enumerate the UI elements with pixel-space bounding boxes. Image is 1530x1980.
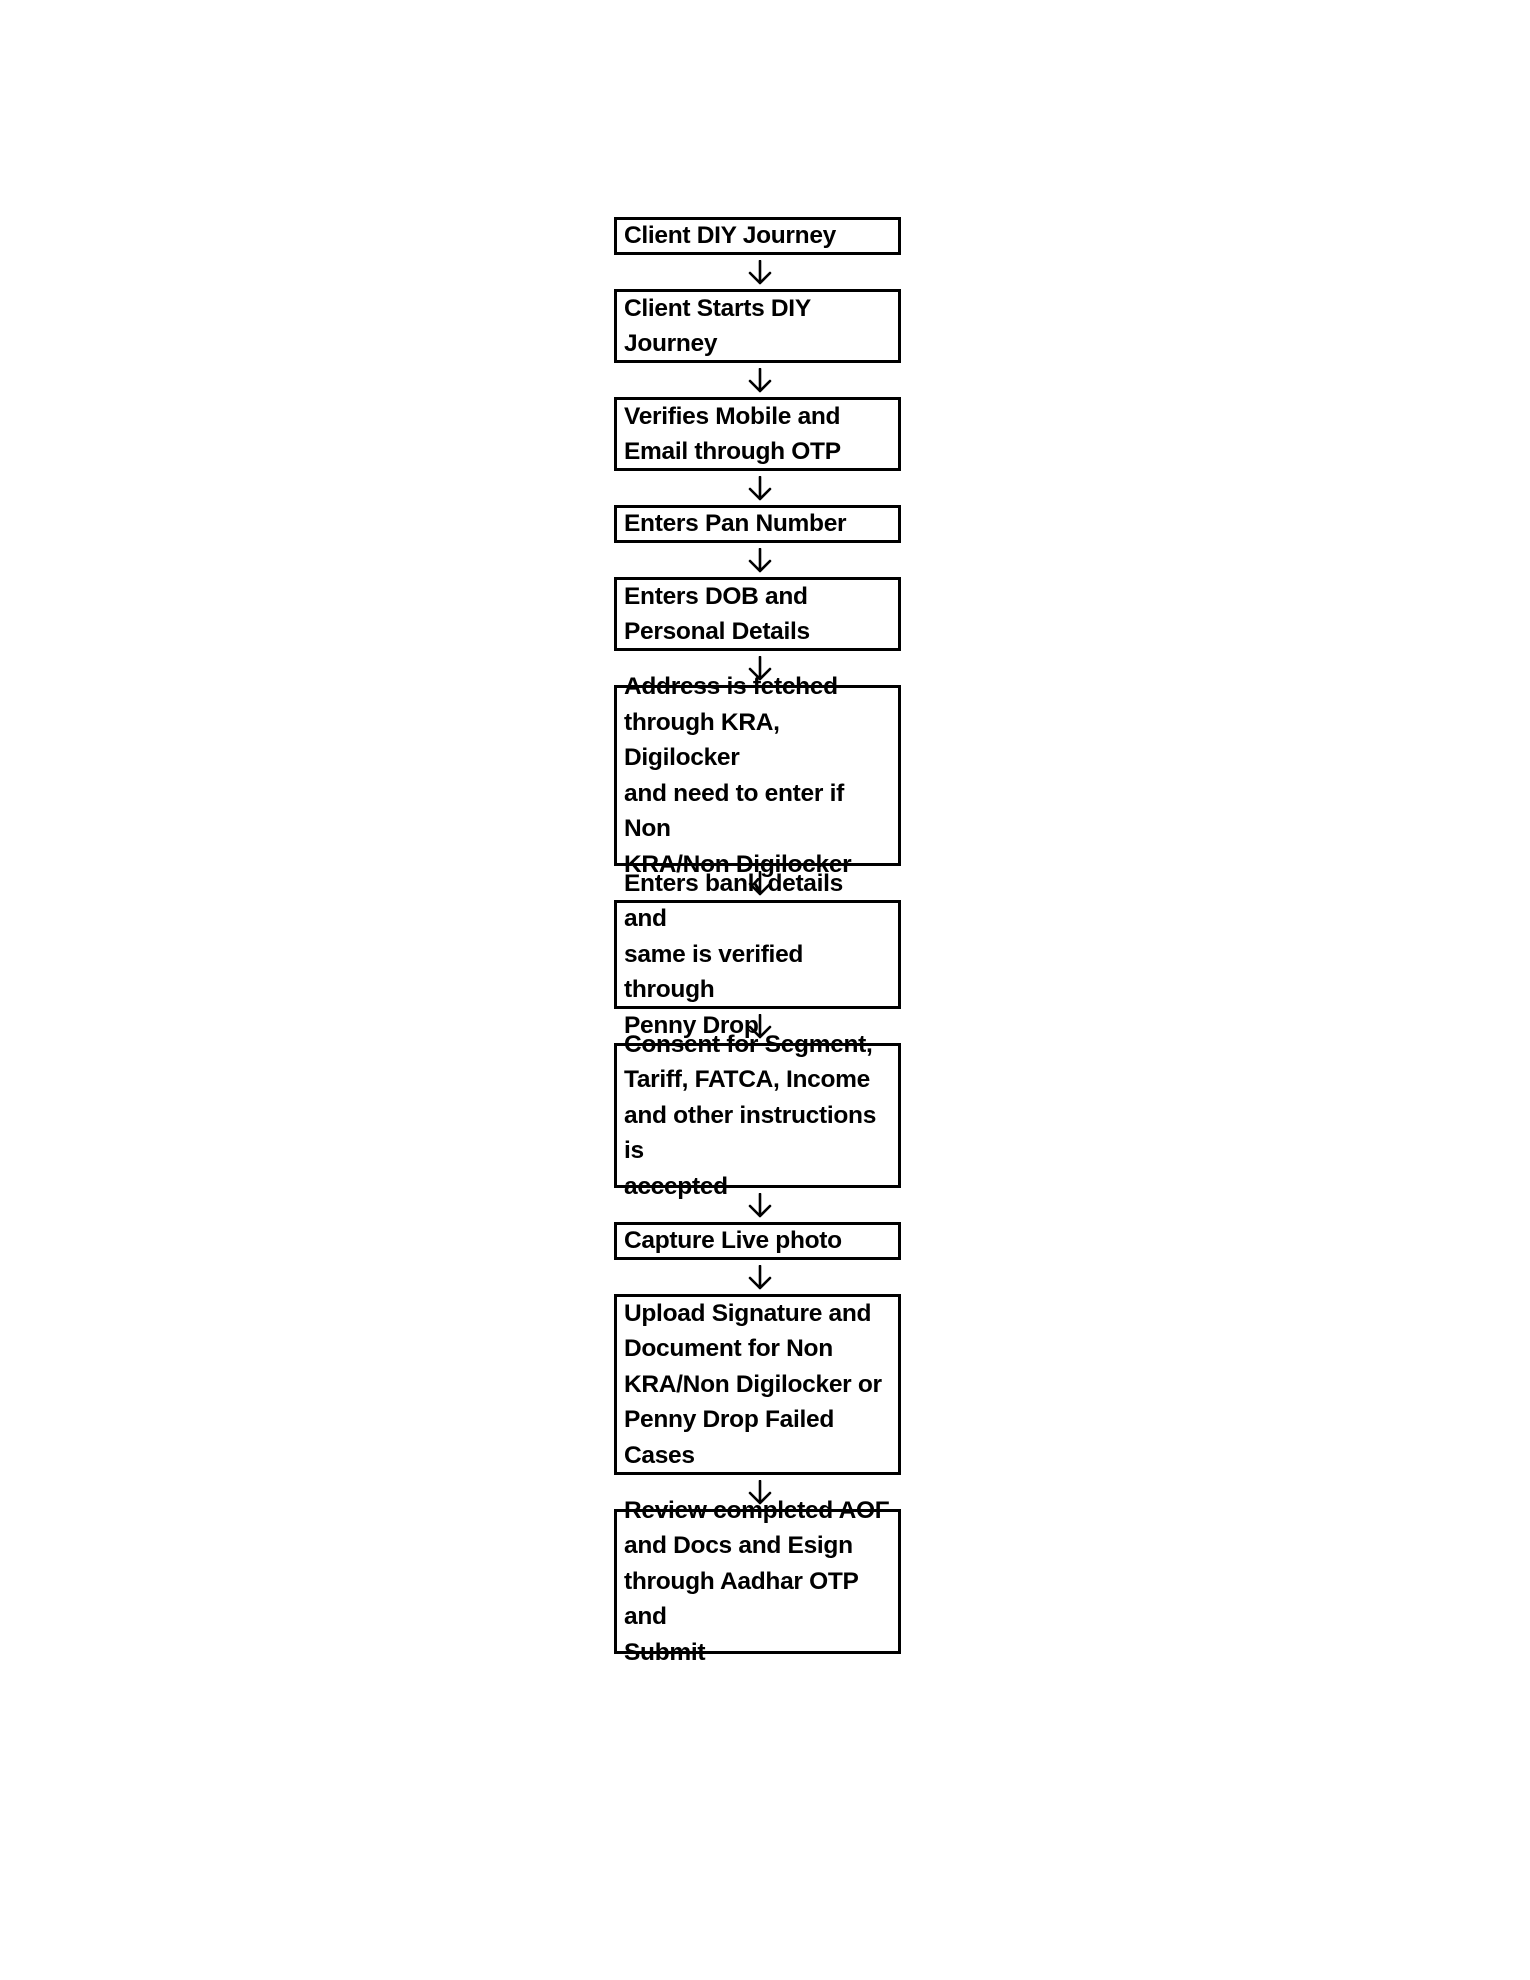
step-label: Enters DOB and Personal Details	[624, 582, 810, 645]
step-enters-bank-details	[614, 869, 901, 1039]
step-label: Enters Pan Number	[624, 510, 847, 538]
step-label: Enters bank details and same is verified through Penny Drop	[624, 869, 843, 1039]
down-arrow-icon	[747, 548, 773, 574]
step-label: Capture Live photo	[624, 1227, 842, 1255]
step-client-diy-journey	[614, 217, 901, 255]
step-label: Verifies Mobile and Email through OTP	[624, 402, 841, 465]
down-arrow-icon	[747, 260, 773, 286]
step-address-fetched	[614, 673, 901, 878]
step-capture-live-photo	[614, 1222, 901, 1260]
step-label: Address is fetched through KRA, Digilocker and need to enter if Non KRA/Non Digilocker	[624, 673, 852, 878]
step-enters-pan-number	[614, 505, 901, 543]
down-arrow-icon	[747, 1265, 773, 1291]
step-label: Client Starts DIY Journey	[624, 294, 811, 357]
step-client-starts-diy-journey	[614, 289, 901, 363]
step-label: Upload Signature and Document for Non KRA/Non Digilocker or Penny Drop Failed Cases	[624, 1299, 882, 1469]
step-label: Consent for Segment, Tariff, FATCA, Income and other instructions is accepted	[624, 1030, 877, 1200]
step-consent-accepted	[614, 1030, 901, 1200]
step-enters-dob-personal-details	[614, 577, 901, 651]
step-verifies-mobile-email	[614, 397, 901, 471]
down-arrow-icon	[747, 476, 773, 502]
down-arrow-icon	[747, 368, 773, 394]
step-label: Review completed AOF and Docs and Esign through Aadhar OTP and Submit	[624, 1496, 890, 1666]
step-upload-signature-document	[614, 1294, 901, 1475]
step-label: Client DIY Journey	[624, 222, 836, 250]
down-arrow-icon	[747, 1193, 773, 1219]
step-review-esign-submit	[614, 1496, 901, 1666]
